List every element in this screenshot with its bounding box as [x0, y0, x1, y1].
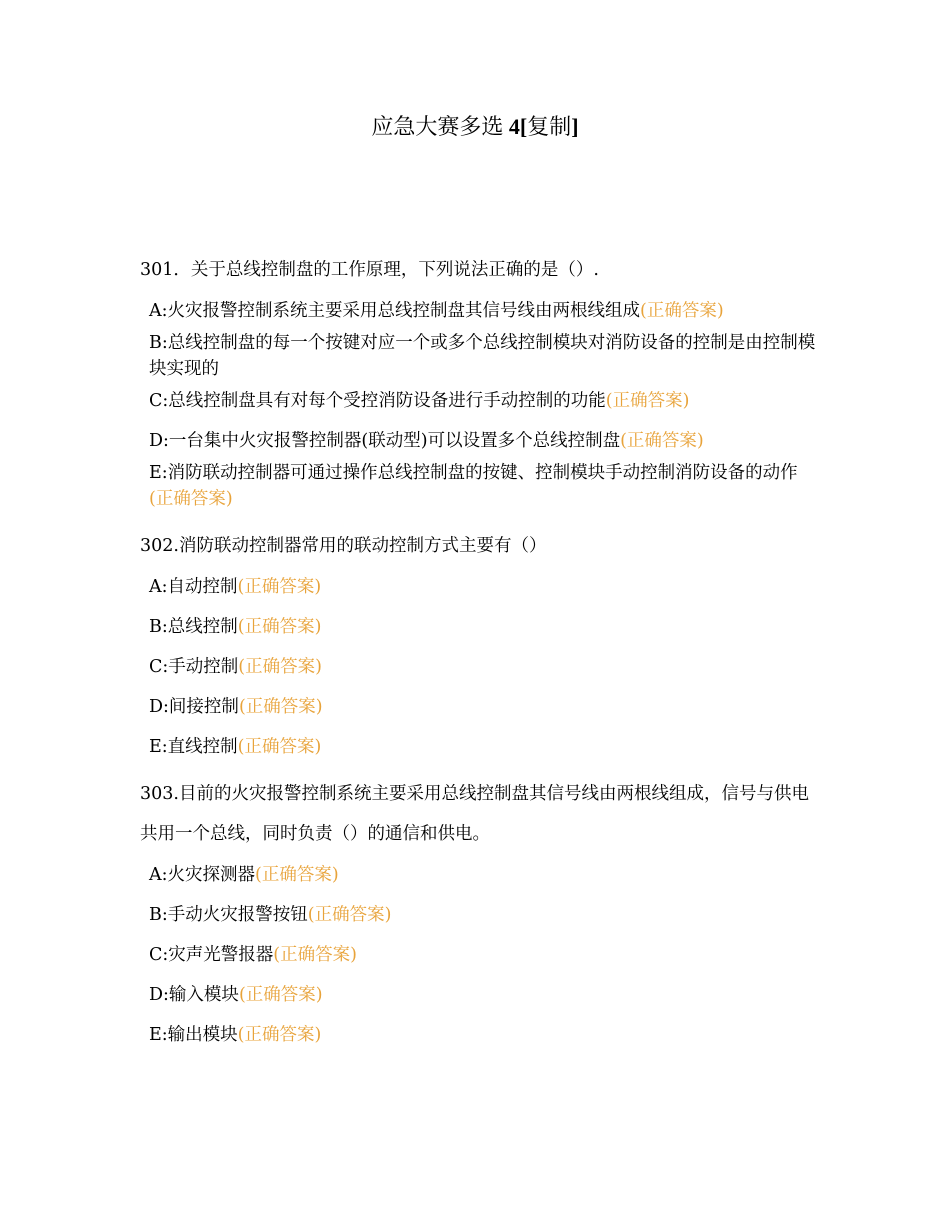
option-text: D:间接控制: [149, 697, 239, 717]
option-text: A:火灾报警控制系统主要采用总线控制盘其信号线由两根线组成: [149, 301, 641, 321]
question-text: 301．关于总线控制盘的工作原理，下列说法正确的是（）.: [140, 260, 599, 280]
question-block: [140, 250, 820, 512]
question-list: [140, 250, 820, 1062]
option-text: C:总线控制盘具有对每个受控消防设备进行手动控制的功能: [149, 391, 606, 411]
correct-answer-label: (正确答案): [238, 985, 323, 1005]
option-text: C:灾声光警报器: [149, 945, 274, 965]
option-item: [149, 862, 820, 888]
option-text: E:输出模块: [149, 1025, 238, 1045]
option-item: [149, 428, 820, 454]
option-text: D:一台集中火灾报警控制器(联动型)可以设置多个总线控制盘: [149, 431, 621, 451]
option-item: [149, 460, 820, 512]
option-item: [149, 942, 820, 968]
correct-answer-label: (正确答案): [238, 657, 322, 677]
question-block: [140, 526, 820, 760]
option-list: [149, 298, 820, 512]
option-item: [149, 982, 820, 1008]
option-item: [149, 654, 820, 680]
correct-answer-label: (正确答案): [237, 737, 322, 757]
question-text: 303.目前的火灾报警控制系统主要采用总线控制盘其信号线由两根线组成，信号与供电共用一个总线，同时负责（）的通信和供电。: [140, 784, 809, 844]
option-text: A:火灾探测器: [149, 865, 256, 885]
option-text: A:自动控制: [149, 577, 238, 597]
option-item: [149, 298, 820, 324]
option-item: [149, 902, 820, 928]
option-text: D:输入模块: [149, 985, 239, 1005]
option-item: [149, 614, 820, 640]
correct-answer-label: (正确答案): [237, 577, 322, 597]
option-item: [149, 330, 820, 382]
correct-answer-label: (正确答案): [273, 945, 357, 965]
option-item: [149, 388, 820, 414]
correct-answer-label: (正确答案): [605, 391, 690, 411]
correct-answer-label: (正确答案): [237, 1025, 322, 1045]
correct-answer-label: (正确答案): [149, 489, 233, 509]
title-bracket-close: ]: [571, 114, 579, 139]
title-bracket-open: [: [519, 114, 528, 139]
option-text: E:直线控制: [149, 737, 238, 757]
option-text: B:总线控制盘的每一个按键对应一个或多个总线控制模块对消防设备的控制是由控制模块实现的: [149, 333, 816, 379]
correct-answer-label: (正确答案): [640, 301, 724, 321]
option-item: [149, 1022, 820, 1048]
correct-answer-label: (正确答案): [237, 617, 322, 637]
question-block: [140, 774, 820, 1048]
correct-answer-label: (正确答案): [255, 865, 339, 885]
title-tag: 复制: [527, 114, 572, 139]
option-list: [149, 862, 820, 1048]
question-text: 302.消防联动控制器常用的联动控制方式主要有（）: [140, 536, 547, 556]
correct-answer-label: (正确答案): [620, 431, 704, 451]
option-item: [149, 734, 820, 760]
option-text: B:总线控制: [149, 617, 238, 637]
title-number: 4: [508, 114, 520, 139]
correct-answer-label: (正确答案): [307, 905, 392, 925]
option-text: B:手动火灾报警按钮: [149, 905, 308, 925]
correct-answer-label: (正确答案): [238, 697, 323, 717]
option-text: E:消防联动控制器可通过操作总线控制盘的按键、控制模块手动控制消防设备的动作: [149, 463, 798, 483]
page-title: [0, 110, 950, 141]
option-text: C:手动控制: [149, 657, 239, 677]
option-list: [149, 574, 820, 760]
option-item: [149, 694, 820, 720]
option-item: [149, 574, 820, 600]
title-main: 应急大赛多选: [371, 114, 504, 139]
